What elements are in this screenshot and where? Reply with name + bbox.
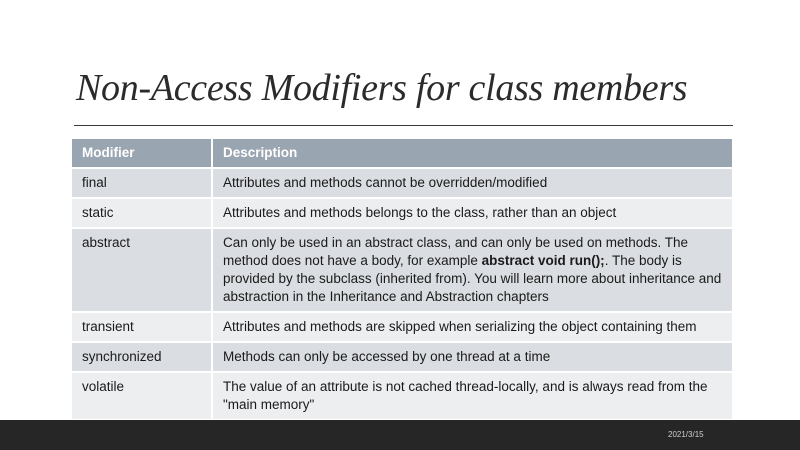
- slide-date: 2021/3/15: [668, 430, 704, 439]
- description-cell: The value of an attribute is not cached thread-locally, and is always read from the "main memory": [212, 372, 732, 420]
- description-cell: [212, 228, 732, 312]
- description-cell: Attributes and methods cannot be overridden/modified: [212, 168, 732, 198]
- modifier-cell: final: [72, 168, 212, 198]
- description-cell: Attributes and methods belongs to the class, rather than an object: [212, 198, 732, 228]
- modifier-cell: transient: [72, 312, 212, 342]
- modifiers-table: [72, 139, 732, 421]
- modifier-cell: volatile: [72, 372, 212, 420]
- header-modifier: Modifier: [72, 139, 212, 168]
- title-divider: [74, 125, 733, 126]
- header-description: Description: [212, 139, 732, 168]
- table-row: [72, 168, 732, 198]
- table-row: [72, 342, 732, 372]
- modifier-cell: synchronized: [72, 342, 212, 372]
- slide-title: Non-Access Modifiers for class members: [76, 67, 688, 109]
- table-row: [72, 312, 732, 342]
- table-row: [72, 372, 732, 420]
- description-cell: Methods can only be accessed by one thread at a time: [212, 342, 732, 372]
- table-row: [72, 198, 732, 228]
- table-header-row: [72, 139, 732, 168]
- modifier-cell: static: [72, 198, 212, 228]
- table-row: [72, 228, 732, 312]
- description-text: . The body is provided by the subclass (inherited from). You will learn more about inheritance and abstraction in the Inheritance and Abstraction chapters: [223, 253, 722, 304]
- footer-bar: [0, 420, 800, 450]
- description-text: Can only be used in an abstract class, and can only be used on methods. The method does not have a body, for example: [223, 235, 689, 268]
- modifier-cell: abstract: [72, 228, 212, 312]
- code-example: abstract void run();: [481, 253, 605, 268]
- description-cell: Attributes and methods are skipped when serializing the object containing them: [212, 312, 732, 342]
